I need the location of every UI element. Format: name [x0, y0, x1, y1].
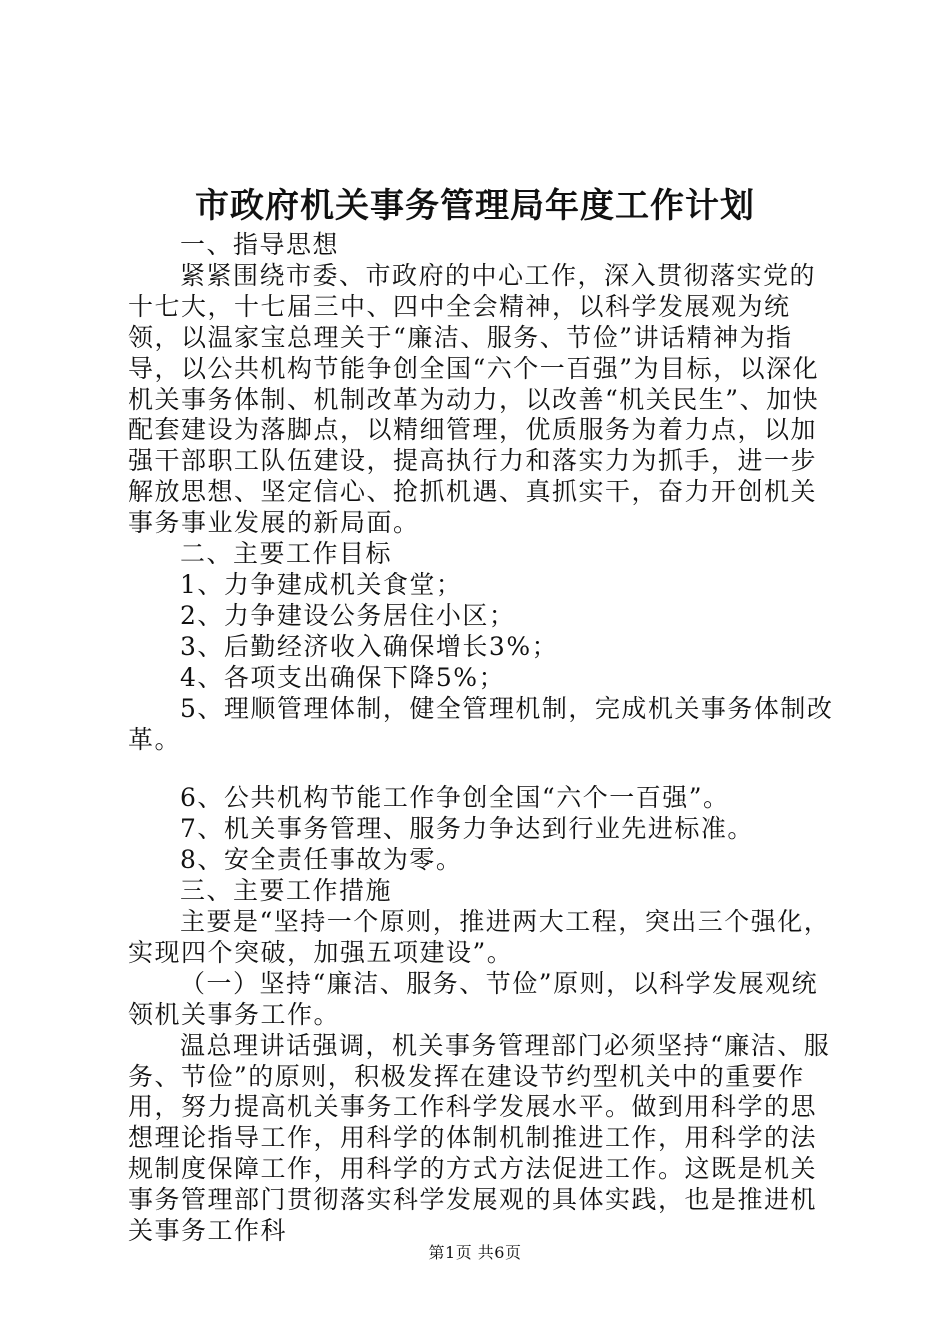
blank-line: [128, 755, 840, 783]
goal-item-8: 8、安全责任事故为零。: [180, 845, 463, 875]
paragraph-measures-summary: 主要是“坚持一个原则，推进两大工程，突出三个强化，实现四个突破，加强五项建设”。: [128, 907, 831, 967]
goal-item-6: 6、公共机构节能工作争创全国“六个一百强”。: [180, 783, 730, 813]
goal-item-4: 4、各项支出确保下降5%；: [180, 662, 506, 692]
subsection-heading-1: （一）坚持“廉洁、服务、节俭”原则，以科学发展观统领机关事务工作。: [128, 968, 819, 1029]
section-heading-goals: 二、主要工作目标: [180, 539, 393, 569]
goal-item-2: 2、力争建设公务居住小区；: [180, 600, 516, 630]
goal-item-5: 5、理顺管理体制，健全管理机制，完成机关事务体制改革。: [128, 693, 834, 754]
goal-item-1: 1、力争建成机关食堂；: [180, 569, 463, 599]
paragraph-guiding-thought: 紧紧围绕市委、市政府的中心工作，深入贯彻落实党的十七大，十七届三中、四中全会精神，以科学发展观为统领，以温家宝总理关于“廉洁、服务、节俭”讲话精神为指导，以公共机构节能争创全国“六个一百强”为目标，以深化机关事务体制、机制改革为动力，以改善“机关民生”、加快配套建设为落脚点，以精细管理，优质服务为着力点，以加强干部职工队伍建设，提高执行力和落实力为抓手，进一步解放思想、坚定信心、抢抓机遇、真抓实干，奋力开创机关事务事业发展的新局面。: [128, 260, 820, 538]
section-heading-guiding-thought: 一、指导思想: [180, 230, 340, 259]
goal-item-7: 7、机关事务管理、服务力争达到行业先进标准。: [180, 814, 754, 844]
paragraph-premier-speech: 温总理讲话强调，机关事务管理部门必须坚持“廉洁、服务、节俭”的原则，积极发挥在建设节约型机关中的重要作用，努力提高机关事务工作科学发展水平。做到用科学的思想理论指导工作，用科学的体制机制推进工作，用科学的法规制度保障工作，用科学的方式方法促进工作。这既是机关事务管理部门贯彻落实科学发展观的具体实践，也是推进机关事务工作科: [128, 1030, 831, 1246]
document-body: [128, 230, 840, 1247]
page-number-footer: 第1页 共6页: [428, 1243, 522, 1262]
section-heading-measures: 三、主要工作措施: [180, 876, 393, 906]
goal-item-3: 3、后勤经济收入确保增长3%；: [180, 631, 559, 661]
document-title: 市政府机关事务管理局年度工作计划: [195, 186, 755, 226]
